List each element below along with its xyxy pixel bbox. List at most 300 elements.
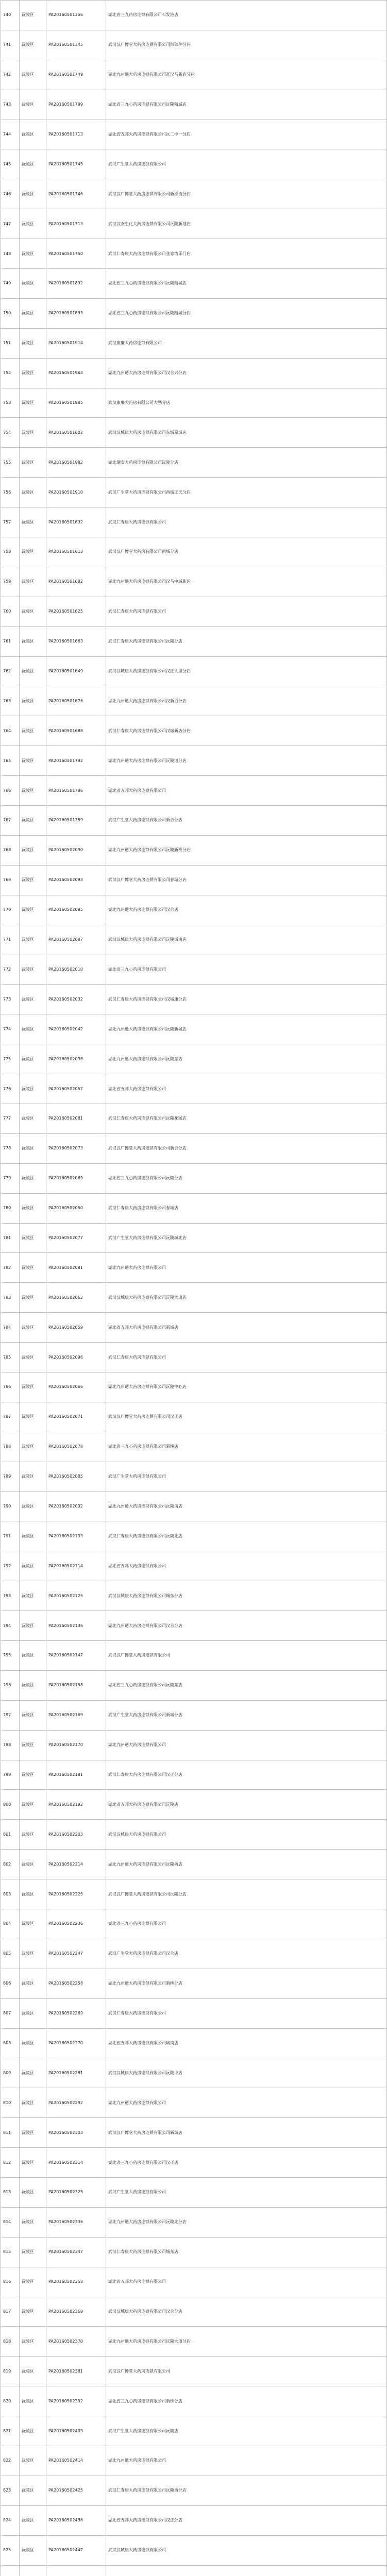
row-number: 771 bbox=[1, 925, 20, 955]
district-cell: 沅陵区 bbox=[20, 2297, 46, 2327]
row-number: 777 bbox=[1, 1104, 20, 1133]
pharmacy-name-cell: 湖北九州通大药房连锁有限公司沅陵中心店 bbox=[106, 1372, 387, 1402]
row-number: 741 bbox=[1, 30, 20, 60]
district-cell: 沅陵区 bbox=[20, 179, 46, 209]
license-code-cell: PA20160502192 bbox=[46, 1790, 106, 1820]
license-code-cell: PA20160502347 bbox=[46, 2237, 106, 2267]
pharmacy-name-cell: 武汉广生堂大药房连锁有限公司沅陵城北店 bbox=[106, 1223, 387, 1253]
district-cell: 沅陵区 bbox=[20, 686, 46, 716]
district-cell: 沅陵区 bbox=[20, 1462, 46, 1492]
license-code-cell: PA20160502078 bbox=[46, 1432, 106, 1462]
row-number: 740 bbox=[1, 1, 20, 30]
table-row bbox=[1, 776, 387, 806]
pharmacy-name-cell: 湖北省三九心药房连锁有限公司沅陵精城分店 bbox=[106, 298, 387, 328]
pharmacy-name-cell: 武汉汉广博堂大药房连锁有限公司汉正店 bbox=[106, 1402, 387, 1432]
license-code-cell: PA20160501688 bbox=[46, 716, 106, 746]
row-number: 761 bbox=[1, 626, 20, 656]
district-cell: 沅陵区 bbox=[20, 2118, 46, 2148]
row-number: 745 bbox=[1, 149, 20, 179]
district-cell: 沅陵区 bbox=[20, 865, 46, 895]
license-code-cell: PA20160502069 bbox=[46, 1163, 106, 1193]
pharmacy-name-cell: 湖北省三九心药房连锁有限公司 bbox=[106, 1909, 387, 1939]
license-code-cell: PA20160502370 bbox=[46, 2327, 106, 2357]
district-cell: 沅陵区 bbox=[20, 2028, 46, 2058]
pharmacy-name-cell: 武汉仁寿康大药房连锁有限公司 bbox=[106, 597, 387, 626]
row-number: 757 bbox=[1, 507, 20, 537]
table-row bbox=[1, 2505, 387, 2535]
pharmacy-name-cell: 湖北省三九心药房连锁有限公司新桥分店 bbox=[106, 2386, 387, 2416]
row-number: 746 bbox=[1, 179, 20, 209]
pharmacy-name-cell: 武汉广生堂大药房连锁有限公司新城分店 bbox=[106, 1700, 387, 1730]
table-row bbox=[1, 656, 387, 686]
license-code-cell: PA20160501892 bbox=[46, 269, 106, 299]
table-row bbox=[1, 1611, 387, 1641]
district-cell: 沅陵区 bbox=[20, 597, 46, 626]
table-row bbox=[1, 2416, 387, 2446]
table-row bbox=[1, 1700, 387, 1730]
row-number: 781 bbox=[1, 1223, 20, 1253]
district-cell: 沅陵区 bbox=[20, 358, 46, 388]
row-number: 810 bbox=[1, 2088, 20, 2118]
license-code-cell: PA20160502066 bbox=[46, 1372, 106, 1402]
row-number: 820 bbox=[1, 2386, 20, 2416]
district-cell: 沅陵区 bbox=[20, 1581, 46, 1611]
row-number: 763 bbox=[1, 686, 20, 716]
row-number: 789 bbox=[1, 1462, 20, 1492]
pharmacy-name-cell: 武汉仁寿康大药房连锁有限公司汉城新店分店 bbox=[106, 716, 387, 746]
pharmacy-name-cell: 湖北九州通大药房连锁有限公司沅陵东店 bbox=[106, 1044, 387, 1074]
license-code-cell: PA20160502136 bbox=[46, 1611, 106, 1641]
row-number: 821 bbox=[1, 2416, 20, 2446]
table-row bbox=[1, 30, 387, 60]
license-code-cell: PA20160502098 bbox=[46, 1044, 106, 1074]
table-row bbox=[1, 418, 387, 448]
license-code-cell: PA20160502270 bbox=[46, 2028, 106, 2058]
table-row bbox=[1, 1253, 387, 1283]
district-cell: 沅陵区 bbox=[20, 567, 46, 597]
pharmacy-name-cell: 武汉仁寿康大药房连锁有限公司 bbox=[106, 507, 387, 537]
table-row bbox=[1, 1998, 387, 2028]
pharmacy-name-cell: 武汉仁寿康大药房连锁有限公司 bbox=[106, 1343, 387, 1372]
pharmacy-name-cell: 武汉汉广博堂大药房连锁有限公司 bbox=[106, 1640, 387, 1670]
pharmacy-name-cell: 武汉广生堂大药房连锁有限公司 bbox=[106, 149, 387, 179]
table-row bbox=[1, 626, 387, 656]
row-number: 816 bbox=[1, 2267, 20, 2297]
district-cell: 沅陵区 bbox=[20, 1700, 46, 1730]
table-row bbox=[1, 2088, 387, 2118]
license-code-cell: PA20160501982 bbox=[46, 448, 106, 478]
row-number: 762 bbox=[1, 656, 20, 686]
table-row bbox=[1, 1044, 387, 1074]
table-row bbox=[1, 478, 387, 507]
district-cell: 沅陵区 bbox=[20, 1283, 46, 1313]
row-number: 824 bbox=[1, 2505, 20, 2535]
license-code-cell: PA20160501613 bbox=[46, 537, 106, 567]
pharmacy-name-cell: 武汉仁寿康大药房连锁有限公司沅陵分店 bbox=[106, 626, 387, 656]
table-row bbox=[1, 1223, 387, 1253]
row-number: 755 bbox=[1, 448, 20, 478]
table-row bbox=[1, 209, 387, 239]
pharmacy-name-cell: 湖北九州通大药房连锁有限公司新桥分店 bbox=[106, 1969, 387, 1998]
district-cell: 沅陵区 bbox=[20, 1044, 46, 1074]
table-row bbox=[1, 955, 387, 985]
row-number: 773 bbox=[1, 985, 20, 1014]
license-code-cell: PA20160501985 bbox=[46, 388, 106, 418]
row-number: 790 bbox=[1, 1492, 20, 1521]
license-code-cell: PA20160502010 bbox=[46, 955, 106, 985]
table-row bbox=[1, 1, 387, 30]
pharmacy-name-cell: 武汉仁寿康大药房连锁有限公司张家湾乐门店 bbox=[106, 239, 387, 269]
district-cell: 沅陵区 bbox=[20, 2535, 46, 2565]
row-number: 799 bbox=[1, 1760, 20, 1790]
pharmacy-name-cell: 武汉仁寿康大药房连锁有限公司沅陵西分店 bbox=[106, 2476, 387, 2505]
row-number: 758 bbox=[1, 537, 20, 567]
license-code-cell: PA20160501625 bbox=[46, 597, 106, 626]
table-row bbox=[1, 1670, 387, 1700]
table-row bbox=[1, 1790, 387, 1820]
license-code-cell: PA20160502392 bbox=[46, 2386, 106, 2416]
pharmacy-name-cell: 湖北九州通大药房连锁有限公司沅陵北分店 bbox=[106, 2207, 387, 2237]
pharmacy-name-cell: 武汉汉广博堂大药房连锁有限公司洪郊仲分店 bbox=[106, 30, 387, 60]
district-cell: 沅陵区 bbox=[20, 2386, 46, 2416]
district-cell: 沅陵区 bbox=[20, 1, 46, 30]
license-code-cell: PA20160501750 bbox=[46, 239, 106, 269]
table-row bbox=[1, 507, 387, 537]
pharmacy-name-cell: 武汉广生堂大药房连锁有限公司西城正天分店 bbox=[106, 478, 387, 507]
table-row bbox=[1, 149, 387, 179]
district-cell: 沅陵区 bbox=[20, 1850, 46, 1879]
pharmacy-name-cell: 武汉汉安生化大药房连锁有限公司沅陵新地店 bbox=[106, 209, 387, 239]
license-code-cell: PA20160501853 bbox=[46, 298, 106, 328]
pharmacy-name-cell: 武汉广生堂大药房连锁有限公司新合分店 bbox=[106, 806, 387, 836]
table-row bbox=[1, 1104, 387, 1133]
table-row bbox=[1, 179, 387, 209]
license-code-cell: PA20160501632 bbox=[46, 507, 106, 537]
license-code-cell: PA20160501663 bbox=[46, 626, 106, 656]
row-number: 784 bbox=[1, 1313, 20, 1343]
district-cell: 沅陵区 bbox=[20, 1820, 46, 1850]
district-cell: 沅陵区 bbox=[20, 716, 46, 746]
district-cell: 沅陵区 bbox=[20, 1372, 46, 1402]
table-row bbox=[1, 328, 387, 358]
district-cell: 沅陵区 bbox=[20, 1879, 46, 1909]
row-number: 822 bbox=[1, 2446, 20, 2476]
pharmacy-name-cell: 武汉汉城康大药房连锁有限公司 bbox=[106, 2535, 387, 2565]
license-code-cell: PA20160502062 bbox=[46, 1283, 106, 1313]
pharmacy-name-cell: 湖北九州通大药房连锁有限公司沅陵新桥分店 bbox=[106, 835, 387, 865]
district-cell: 沅陵区 bbox=[20, 1343, 46, 1372]
license-code-cell: PA20160502292 bbox=[46, 2088, 106, 2118]
district-cell: 沅陵区 bbox=[20, 1432, 46, 1462]
license-code-cell: PA20160502057 bbox=[46, 1074, 106, 1104]
district-cell: 沅陵区 bbox=[20, 2416, 46, 2446]
table-row bbox=[1, 806, 387, 836]
license-code-cell: PA20160501749 bbox=[46, 60, 106, 90]
table-row bbox=[1, 2207, 387, 2237]
district-cell: 沅陵区 bbox=[20, 90, 46, 120]
pharmacy-name-cell: 武汉汉城康大药房连锁有限公司 bbox=[106, 1820, 387, 1850]
license-code-cell: PA20160502087 bbox=[46, 925, 106, 955]
row-number: 748 bbox=[1, 239, 20, 269]
pharmacy-name-cell: 湖北瑞安大药房连锁有限公司沅陵分店 bbox=[106, 448, 387, 478]
license-code-cell: PA20160502103 bbox=[46, 1521, 106, 1551]
row-number: 752 bbox=[1, 358, 20, 388]
table-row bbox=[1, 567, 387, 597]
pharmacy-name-cell: 湖北省五邦大药房连锁有限公司城南店 bbox=[106, 2028, 387, 2058]
row-number: 776 bbox=[1, 1074, 20, 1104]
district-cell: 沅陵区 bbox=[20, 1760, 46, 1790]
row-number: 772 bbox=[1, 955, 20, 985]
license-code-cell: PA20160502303 bbox=[46, 2118, 106, 2148]
table-row bbox=[1, 2327, 387, 2357]
district-cell: 沅陵区 bbox=[20, 1223, 46, 1253]
license-code-cell bbox=[46, 2565, 106, 2576]
row-number: 747 bbox=[1, 209, 20, 239]
district-cell: 沅陵区 bbox=[20, 2237, 46, 2267]
license-code-cell: PA20160502158 bbox=[46, 1670, 106, 1700]
table-row bbox=[1, 358, 387, 388]
pharmacy-name-cell bbox=[106, 2565, 387, 2576]
table-row bbox=[1, 746, 387, 776]
table-row bbox=[1, 835, 387, 865]
pharmacy-name-cell: 湖北九州通大药房连锁有限公司汉新百分店 bbox=[106, 686, 387, 716]
district-cell: 沅陵区 bbox=[20, 2357, 46, 2386]
district-cell: 沅陵区 bbox=[20, 955, 46, 985]
table-row bbox=[1, 1462, 387, 1492]
license-code-cell: PA20160502269 bbox=[46, 1998, 106, 2028]
row-number: 803 bbox=[1, 1879, 20, 1909]
table-row bbox=[1, 865, 387, 895]
table-row bbox=[1, 120, 387, 149]
license-code-cell: PA20160501682 bbox=[46, 567, 106, 597]
pharmacy-name-cell: 武汉广生堂大药房连锁有限公司汉合店 bbox=[106, 1939, 387, 1969]
pharmacy-name-cell: 武汉汉广博堂大药房连锁有限公司沅陵分店 bbox=[106, 1879, 387, 1909]
license-code-cell: PA20160502042 bbox=[46, 1014, 106, 1044]
pharmacy-name-cell: 武汉广生堂大药房连锁有限公司 bbox=[106, 1462, 387, 1492]
license-code-cell: PA20160501345 bbox=[46, 30, 106, 60]
row-number: 779 bbox=[1, 1163, 20, 1193]
table-row bbox=[1, 1551, 387, 1581]
license-code-cell: PA20160502181 bbox=[46, 1760, 106, 1790]
table-row bbox=[1, 1909, 387, 1939]
district-cell: 沅陵区 bbox=[20, 1969, 46, 1998]
table-row bbox=[1, 1372, 387, 1402]
license-code-cell: PA20160501746 bbox=[46, 179, 106, 209]
license-code-cell: PA20160502247 bbox=[46, 1939, 106, 1969]
row-number: 808 bbox=[1, 2028, 20, 2058]
row-number: 775 bbox=[1, 1044, 20, 1074]
pharmacy-name-cell: 武汉广生堂大药房连锁有限公司 bbox=[106, 2178, 387, 2208]
pharmacy-name-cell: 武汉汉广博堂大药房连锁有限公司新桥街分店 bbox=[106, 179, 387, 209]
pharmacy-name-cell: 湖北九州通大药房连锁有限公司沅陵大道分店 bbox=[106, 2327, 387, 2357]
table-row bbox=[1, 1402, 387, 1432]
table-row bbox=[1, 1969, 387, 1998]
row-number: 788 bbox=[1, 1432, 20, 1462]
row-number: 774 bbox=[1, 1014, 20, 1044]
pharmacy-name-cell: 武汉康廉大药房有限公司大鹏分店 bbox=[106, 388, 387, 418]
district-cell: 沅陵区 bbox=[20, 1104, 46, 1133]
table-row bbox=[1, 2178, 387, 2208]
pharmacy-name-cell: 武汉汉城康大药房连锁有限公司汉合分店 bbox=[106, 2297, 387, 2327]
pharmacy-name-cell: 湖北省三九心药房连锁有限公司沅陵分店 bbox=[106, 1163, 387, 1193]
table-row bbox=[1, 2565, 387, 2576]
row-number bbox=[1, 2565, 20, 2576]
district-cell: 沅陵区 bbox=[20, 1521, 46, 1551]
district-cell: 沅陵区 bbox=[20, 1790, 46, 1820]
row-number: 785 bbox=[1, 1343, 20, 1372]
pharmacy-name-cell: 湖北省五邦大药房连锁有限公司沅陵店 bbox=[106, 1790, 387, 1820]
pharmacy-name-cell: 武汉汉城康大药房连锁有限公司沅陵大道店 bbox=[106, 1283, 387, 1313]
row-number: 794 bbox=[1, 1611, 20, 1641]
license-code-cell: PA20160502214 bbox=[46, 1850, 106, 1879]
row-number: 786 bbox=[1, 1372, 20, 1402]
table-row bbox=[1, 686, 387, 716]
pharmacy-name-cell: 湖北省三九心药房连锁有限公司沅陵精城店 bbox=[106, 269, 387, 299]
pharmacy-name-cell: 湖北省三九心药房连锁有限公司新桥店 bbox=[106, 1432, 387, 1462]
license-code-cell: PA20160502281 bbox=[46, 2058, 106, 2088]
district-cell: 沅陵区 bbox=[20, 1133, 46, 1163]
license-code-cell: PA20160502336 bbox=[46, 2207, 106, 2237]
row-number: 796 bbox=[1, 1670, 20, 1700]
district-cell: 沅陵区 bbox=[20, 1939, 46, 1969]
table-row bbox=[1, 269, 387, 299]
pharmacy-name-cell: 武汉仁寿康大药房连锁有限公司沅陵北店 bbox=[106, 1521, 387, 1551]
table-row bbox=[1, 2297, 387, 2327]
district-cell: 沅陵区 bbox=[20, 985, 46, 1014]
pharmacy-name-cell: 武汉汉城康大药房连锁有限公司汉正大里分店 bbox=[106, 656, 387, 686]
table-row bbox=[1, 1581, 387, 1611]
pharmacy-name-cell: 湖北省五邦大药房连锁有限公司新城店 bbox=[106, 1313, 387, 1343]
pharmacy-name-cell: 湖北省三九心药房连锁有限公司 bbox=[106, 955, 387, 985]
license-code-cell: PA20160502093 bbox=[46, 865, 106, 895]
pharmacy-name-cell: 湖北九州通大药房连锁有限公司 bbox=[106, 1253, 387, 1283]
license-code-cell: PA20160502085 bbox=[46, 1462, 106, 1492]
table-row bbox=[1, 1432, 387, 1462]
pharmacy-name-cell: 湖北九州通大药房连锁有限公司 bbox=[106, 1730, 387, 1760]
district-cell: 沅陵区 bbox=[20, 835, 46, 865]
pharmacy-name-cell: 武汉汉城康大药房连锁有限公司东城星城店 bbox=[106, 418, 387, 448]
district-cell: 沅陵区 bbox=[20, 1402, 46, 1432]
table-row bbox=[1, 1343, 387, 1372]
district-cell: 沅陵区 bbox=[20, 298, 46, 328]
row-number: 818 bbox=[1, 2327, 20, 2357]
district-cell: 沅陵区 bbox=[20, 806, 46, 836]
license-code-cell: PA20160502147 bbox=[46, 1640, 106, 1670]
row-number: 823 bbox=[1, 2476, 20, 2505]
license-code-cell: PA20160502203 bbox=[46, 1820, 106, 1850]
table-row bbox=[1, 2118, 387, 2148]
pharmacy-name-cell: 湖北九州通大药房连锁有限公司汉合分店 bbox=[106, 1611, 387, 1641]
license-code-cell: PA20160502059 bbox=[46, 1313, 106, 1343]
pharmacy-name-cell: 湖北九州通大药房连锁有限公司沅陵道分店 bbox=[106, 746, 387, 776]
row-number: 793 bbox=[1, 1581, 20, 1611]
table-row bbox=[1, 1760, 387, 1790]
license-code-cell: PA20160502169 bbox=[46, 1700, 106, 1730]
license-code-cell: PA20160502077 bbox=[46, 1223, 106, 1253]
table-row bbox=[1, 2476, 387, 2505]
table-row bbox=[1, 985, 387, 1014]
table-row bbox=[1, 1074, 387, 1104]
license-code-cell: PA20160501786 bbox=[46, 776, 106, 806]
table-row bbox=[1, 537, 387, 567]
district-cell: 沅陵区 bbox=[20, 2327, 46, 2357]
table-row bbox=[1, 1879, 387, 1909]
license-code-cell: PA20160502314 bbox=[46, 2148, 106, 2178]
table-row bbox=[1, 716, 387, 746]
pharmacy-name-cell: 湖北九州通大药房连锁有限公司汉合兴分店 bbox=[106, 358, 387, 388]
pharmacy-name-cell: 湖北九州通大药房连锁有限公司 bbox=[106, 2446, 387, 2476]
row-number: 765 bbox=[1, 746, 20, 776]
pharmacy-name-cell: 湖北省五邦大药房连锁有限公司 bbox=[106, 776, 387, 806]
row-number: 742 bbox=[1, 60, 20, 90]
pharmacy-name-cell: 武汉汉广博堂大药房连锁有限公司新城店 bbox=[106, 2118, 387, 2148]
district-cell: 沅陵区 bbox=[20, 925, 46, 955]
license-code-cell: PA20160502236 bbox=[46, 1909, 106, 1939]
table-row bbox=[1, 1640, 387, 1670]
district-cell: 沅陵区 bbox=[20, 746, 46, 776]
row-number: 817 bbox=[1, 2297, 20, 2327]
row-number: 759 bbox=[1, 567, 20, 597]
license-code-cell: PA20160502225 bbox=[46, 1879, 106, 1909]
district-cell: 沅陵区 bbox=[20, 1014, 46, 1044]
table-row bbox=[1, 1133, 387, 1163]
district-cell: 沅陵区 bbox=[20, 1313, 46, 1343]
license-code-cell: PA20160502369 bbox=[46, 2297, 106, 2327]
license-code-cell: PA20160502358 bbox=[46, 2267, 106, 2297]
table-row bbox=[1, 1939, 387, 1969]
row-number: 813 bbox=[1, 2178, 20, 2208]
row-number: 770 bbox=[1, 895, 20, 925]
row-number: 764 bbox=[1, 716, 20, 746]
district-cell: 沅陵区 bbox=[20, 478, 46, 507]
license-code-cell: PA20160502092 bbox=[46, 1492, 106, 1521]
pharmacy-name-cell: 武汉汉广博堂大药房连锁有限公司新合分店 bbox=[106, 1133, 387, 1163]
license-code-cell: PA20160501792 bbox=[46, 746, 106, 776]
row-number: 754 bbox=[1, 418, 20, 448]
district-cell: 沅陵区 bbox=[20, 776, 46, 806]
row-number: 756 bbox=[1, 478, 20, 507]
pharmacy-name-cell: 武汉汉城康大药房连锁有限公司沅陵城南店 bbox=[106, 925, 387, 955]
row-number: 743 bbox=[1, 90, 20, 120]
table-row bbox=[1, 1730, 387, 1760]
pharmacy-name-cell: 湖北省三九心药房连锁有限公司汉正店 bbox=[106, 2148, 387, 2178]
row-number: 768 bbox=[1, 835, 20, 865]
table-row bbox=[1, 2148, 387, 2178]
pharmacy-name-cell: 湖北九州通大药房连锁有限公司沅陵西店 bbox=[106, 1850, 387, 1879]
pharmacy-name-cell: 武汉广生堂大药房连锁有限公司沅陵店 bbox=[106, 2416, 387, 2446]
pharmacy-name-cell: 武汉仁寿康大药房连锁有限公司 bbox=[106, 1998, 387, 2028]
license-code-cell: PA20160502071 bbox=[46, 1402, 106, 1432]
license-code-cell: PA20160501964 bbox=[46, 358, 106, 388]
license-code-cell: PA20160502081 bbox=[46, 1104, 106, 1133]
district-cell: 沅陵区 bbox=[20, 507, 46, 537]
pharmacy-name-cell: 武汉仁寿康大药房连锁有限公司汉城康分店 bbox=[106, 985, 387, 1014]
pharmacy-name-cell: 武汉康廉大药房连锁有限公司 bbox=[106, 328, 387, 358]
table-row bbox=[1, 2237, 387, 2267]
table-row bbox=[1, 2267, 387, 2297]
pharmacy-name-cell: 湖北省三九心药房连锁有限公司沅陵精城店 bbox=[106, 90, 387, 120]
pharmacy-name-cell: 湖北省五邦大药房连锁有限公司沅二中一分店 bbox=[106, 120, 387, 149]
table-row bbox=[1, 2357, 387, 2386]
district-cell: 沅陵区 bbox=[20, 1730, 46, 1760]
table-row bbox=[1, 1492, 387, 1521]
license-code-cell: PA20160502436 bbox=[46, 2505, 106, 2535]
row-number: 782 bbox=[1, 1253, 20, 1283]
pharmacy-name-cell: 湖北九州通大药房连锁有限公司汉合店 bbox=[106, 895, 387, 925]
district-cell bbox=[20, 2565, 46, 2576]
row-number: 814 bbox=[1, 2207, 20, 2237]
table-row bbox=[1, 1193, 387, 1223]
